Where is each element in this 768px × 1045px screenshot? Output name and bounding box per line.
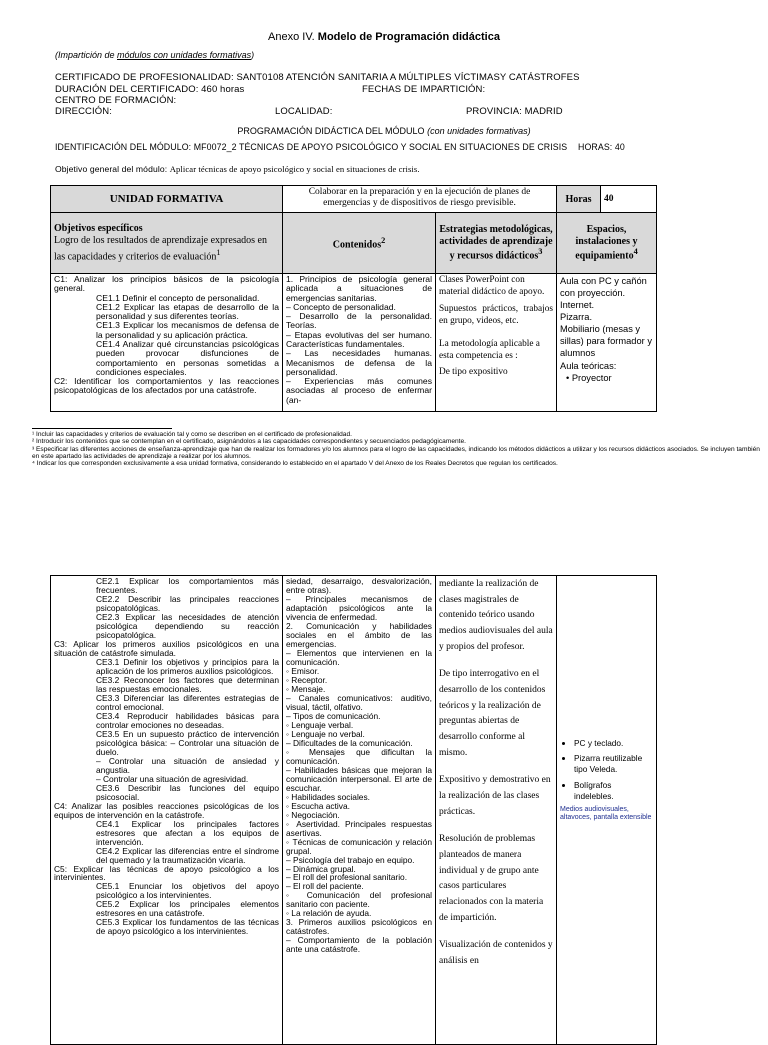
- espacios-cell-p2: [557, 576, 657, 1045]
- espacios-label: Espacios, instalaciones y equipamiento: [575, 224, 638, 262]
- obj-item: CE1.2 Explicar las etapas de desarrollo de la personalidad y sus diferentes teorías.: [96, 301, 279, 322]
- obj-item: CE3.5 En un supuesto práctico de intervención psicológica básica: – Controlar una situación de duelo.: [96, 728, 279, 757]
- content-item: – Las necesidades humanas. Mecanismos de defensa de la personalidad.: [286, 348, 432, 377]
- obj-item: CE5.3 Explicar los fundamentos de las técnicas de apoyo psicológico a los intervinientes.: [96, 917, 279, 937]
- content-item: ◦ Receptor.: [286, 674, 328, 685]
- cert-line: CERTIFICADO DE PROFESIONALIDAD: SANT0108 ATENCIÓN SANITARIA A MÚLTIPLES VÍCTIMASY CATÁSTROFES: [55, 72, 580, 83]
- space-item: • Proyector: [566, 372, 612, 383]
- content-item: – Experiencias más comunes asociadas al proceso de enfermar (an-: [286, 376, 432, 405]
- content-item: ◦ Lenguaje no verbal.: [286, 728, 365, 739]
- programming-table-p2: [50, 575, 657, 1045]
- prog-title-text: PROGRAMACIÓN DIDÁCTICA DEL MÓDULO: [237, 126, 425, 136]
- title-main: Modelo de Programación didáctica: [317, 31, 500, 43]
- obj-item: CE1.1 Definir el concepto de personalidad.: [96, 292, 260, 303]
- espacios-cell-p1: [557, 274, 657, 412]
- content-item: – El roll del profesional sanitario.: [286, 872, 408, 883]
- objetivos-cell-p1: [51, 274, 283, 412]
- content-item: ◦ Técnicas de comunicación y relación grupal.: [286, 836, 432, 856]
- obj-item: C1: Analizar los principios básicos de la psicología general.: [54, 274, 279, 294]
- horas-value: 40: [601, 186, 657, 213]
- content-item: ◦ Mensaje.: [286, 683, 326, 694]
- objetivos-cell-p2: [51, 576, 283, 1045]
- content-item: – Tipos de comunicación.: [286, 710, 381, 721]
- estrategias-cell-p2: [436, 576, 557, 1045]
- method-item: De tipo interrogativo en el desarrollo de los contenidos teóricos y la realización de preguntas abiertas de desarrollo conforme al mismo.: [439, 669, 546, 758]
- footnote-rule: [32, 428, 172, 429]
- obj-item: CE2.1 Explicar los comportamientos más frecuentes.: [96, 576, 279, 595]
- content-item: – Psicología del trabajo en equipo.: [286, 854, 415, 865]
- obj-item: CE4.1 Explicar los principales factores estresores que afectan a los equipos de intervención.: [96, 818, 279, 847]
- subtitle: [55, 50, 254, 60]
- equipment-item: • Bolígrafos indelebles.: [574, 780, 653, 802]
- uf-label: UNIDAD FORMATIVA: [51, 186, 283, 213]
- space-item: Aula teóricas:: [560, 360, 617, 371]
- content-item: 1. Principios de psicología general aplicada a situaciones de emergencias sanitarias.: [286, 274, 432, 303]
- obj-item: CE1.3 Explicar los mecanismos de defensa de la personalidad y su aplicación práctica.: [96, 320, 279, 340]
- contenidos-cell-p2: [283, 576, 436, 1045]
- method-item: Supuestos prácticos, trabajos en grupo, videos, etc.: [439, 304, 553, 326]
- space-item: Internet.: [560, 300, 595, 311]
- footnote: ¹ Incluir las capacidades y criterios de evaluación tal y como se describen en el certificado de profesionalidad.: [32, 431, 352, 438]
- content-item: – Elementos que intervienen en la comunicación.: [286, 647, 432, 667]
- equipment-item: • Pizarra reutilizable tipo Veleda.: [574, 753, 653, 775]
- obj-item: CE2.2 Describir las principales reacciones psicopatológicas.: [96, 593, 279, 613]
- content-item: ◦ Emisor.: [286, 665, 320, 676]
- objetivo-label: Objetivo general del módulo:: [55, 164, 168, 174]
- fechas: FECHAS DE IMPARTICIÓN:: [362, 84, 486, 95]
- contenidos-label: Contenidos: [332, 239, 382, 251]
- title-prefix: Anexo IV.: [268, 31, 315, 43]
- obj-item: CE3.4 Reproducir habilidades básicas para controlar emociones no deseadas.: [96, 710, 279, 730]
- content-item: ◦ Comunicación del profesional sanitario con paciente.: [286, 890, 432, 910]
- obj-item: C3: Aplicar los primeros auxilios psicológicos en una situación de catástrofe simulada.: [54, 638, 279, 658]
- contenidos-header: Contenidos$^2$: [283, 213, 436, 274]
- space-item: Pizarra.: [560, 312, 593, 323]
- subtitle-link: módulos con unidades formativas: [117, 50, 252, 60]
- footnote: ² Introducir los contenidos que se contemplan en el certificado, asignándolos a las capacidades correspondientes y secuenciados pedagógicamente.: [32, 438, 466, 446]
- estrategias-header: Estrategias metodológicas, actividades de aprendizaje y recursos didácticos$^3$: [436, 213, 557, 274]
- equipment-list: [560, 738, 653, 802]
- obj-item: CE5.2 Explicar los principales elementos estresores en una catástrofe.: [96, 899, 279, 919]
- content-item: – Dificultades de la comunicación.: [286, 737, 413, 748]
- obj-header: Objetivos específicos Logro de los resultados de aprendizaje expresados en las capacidades y criterios de evaluación$^1$: [51, 213, 283, 274]
- estrategias-label: Estrategias metodológicas, actividades de aprendizaje y recursos didácticos: [439, 224, 553, 262]
- horas-label: Horas: [557, 186, 601, 213]
- obj-item: – Controlar una situación de ansiedad y angustia.: [96, 755, 279, 775]
- footnote: ³ Especificar las diferentes acciones de enseñanza-aprendizaje que han de realizar los formadores y/o los alumnos para el logro de las capacidades, indicando los métodos didácticos a utilizar y los recursos didácticos asociados. Se incluyen también en este apartado las actividades de aprendizaje a realizar por los alumnos.: [32, 445, 760, 460]
- prog-title-italic: (con unidades formativas): [427, 126, 531, 136]
- content-item: – Etapas evolutivas del ser humano. Características fundamentales.: [286, 329, 432, 349]
- content-item: ◦ Lenguaje verbal.: [286, 719, 354, 730]
- method-item: Visualización de contenidos y análisis en: [439, 940, 553, 967]
- method-item: La metodología aplicable a esta competencia es :: [439, 339, 540, 362]
- uf-text: Colaborar en la preparación y en la ejecución de planes de emergencias y de dispositivos de riesgo previsible.: [283, 186, 557, 213]
- obj-item: C4: Analizar las posibles reacciones psicológicas de los equipos de intervención en la catástrofe.: [54, 800, 279, 820]
- localidad: LOCALIDAD:: [275, 106, 333, 117]
- content-item: 3. Primeros auxilios psicológicos en catástrofes.: [286, 917, 432, 937]
- content-item: – Concepto de personalidad.: [286, 301, 396, 312]
- content-item: – Desarrollo de la personalidad. Teorías.: [286, 311, 432, 331]
- programming-table-p1: [50, 185, 657, 412]
- document-title: [0, 31, 768, 43]
- content-item: ◦ Asertividad. Principales respuestas asertivas.: [286, 818, 432, 838]
- espacios-header: Espacios, instalaciones y equipamiento$^4$: [557, 213, 657, 274]
- content-item: – Comportamiento de la población ante una catástrofe.: [286, 935, 432, 955]
- content-item: – Principales mecanismos de adaptación psicológicos ante la vivencia de enfermedad.: [286, 593, 432, 622]
- content-item: siedad, desarraigo, desvalorización, entre otras).: [286, 576, 432, 595]
- content-item: ◦ La relación de ayuda.: [286, 908, 372, 919]
- method-item: mediante la realización de clases magistrales de contenido teórico usando medios audiovisuales del aula y propios del profesor.: [439, 579, 553, 652]
- subtitle-post: ): [251, 50, 255, 60]
- footnote: ⁴ Indicar los que corresponden exclusivamente a esa unidad formativa, considerando lo establecido en el apartado V del Anexo de los Reales Decretos que regulan los certificados.: [32, 460, 558, 467]
- obj-item: CE3.6 Describir las funciones del equipo psicosocial.: [96, 782, 279, 802]
- method-item: De tipo expositivo: [439, 366, 508, 377]
- content-item: – Dinámica grupal.: [286, 863, 356, 874]
- method-item: Clases PowerPoint con material didáctico de apoyo.: [439, 275, 545, 297]
- subtitle-pre: (Impartición de: [55, 50, 118, 60]
- obj-item: CE4.2 Explicar las diferencias entre el síndrome del quemado y la traumatización vicaria.: [96, 845, 279, 865]
- obj-item: C2: Identificar los comportamientos y las reacciones psicopatológicas de los afectados por una catástrofe.: [54, 376, 279, 396]
- content-item: ◦ Escucha activa.: [286, 800, 350, 811]
- objetivo-text: Aplicar técnicas de apoyo psicológico y social en situaciones de crisis.: [169, 164, 420, 174]
- content-item: – Habilidades básicas que mejoran la comunicación interpersonal. El arte de escuchar.: [286, 764, 432, 793]
- equipment-extra: Medios audiovisuales, altavoces, pantalla extensible: [560, 805, 652, 821]
- objetivo: [55, 164, 420, 174]
- direccion: DIRECCIÓN:: [55, 106, 112, 117]
- centro: CENTRO DE FORMACIÓN:: [55, 95, 177, 106]
- obj-item: C5: Explicar las técnicas de apoyo psicológico a los intervinientes.: [54, 863, 279, 883]
- space-item: Mobiliario (mesas y sillas) para formador y alumnos: [560, 324, 652, 359]
- obj-title: Objetivos específicos: [54, 222, 143, 234]
- content-item: 2. Comunicación y habilidades sociales en el ámbito de las emergencias.: [286, 620, 432, 649]
- ident: IDENTIFICACIÓN DEL MÓDULO: MF0072_2 TÉCNICAS DE APOYO PSICOLÓGICO Y SOCIAL EN SITUACIONES DE CRISIS: [55, 142, 568, 152]
- equipment-item: • PC y teclado.: [574, 738, 653, 749]
- prog-title: [0, 126, 768, 136]
- content-item: – Canales comunicativos: auditivo, visual, táctil, olfativo.: [286, 692, 432, 712]
- obj-item: CE5.1 Enunciar los objetivos del apoyo psicológico a los intervinientes.: [96, 881, 279, 901]
- method-item: Resolución de problemas planteados de manera individual y de grupo ante casos particulares relacionados con la materia de impartición.: [439, 834, 544, 923]
- method-item: Expositivo y demostrativo en la realización de las clases prácticas.: [439, 775, 551, 817]
- duracion: DURACIÓN DEL CERTIFICADO: 460 horas: [55, 84, 245, 95]
- space-item: Aula con PC y cañón con proyección.: [560, 276, 647, 299]
- obj-item: CE3.3 Diferenciar las diferentes estrategias de control emocional.: [96, 692, 279, 712]
- footnotes: [32, 428, 762, 467]
- content-item: ◦ Negociación.: [286, 809, 340, 820]
- horas-mod: HORAS: 40: [578, 142, 625, 152]
- provincia: PROVINCIA: MADRID: [466, 106, 563, 117]
- obj-item: – Controlar una situación de agresividad.: [96, 773, 249, 784]
- obj-item: CE2.3 Explicar las necesidades de atención psicológica dependiendo su reacción psicopatológica.: [96, 611, 279, 640]
- estrategias-cell-p1: [436, 274, 557, 412]
- content-item: – El roll del paciente.: [286, 881, 364, 892]
- content-item: ◦ Mensajes que dificultan la comunicación.: [286, 746, 432, 766]
- obj-item: CE3.1 Definir los objetivos y principios para la aplicación de los primeros auxilios psicológicos.: [96, 656, 279, 676]
- content-item: ◦ Habilidades sociales.: [286, 791, 370, 802]
- obj-sub: Logro de los resultados de aprendizaje expresados en las capacidades y criterios de evaluación: [54, 235, 267, 262]
- obj-item: CE3.2 Reconocer los factores que determinan las respuestas emocionales.: [96, 674, 279, 694]
- contenidos-cell-p1: [283, 274, 436, 412]
- obj-item: CE1.4 Analizar qué circunstancias psicológicas pueden provocar disfunciones de comportamiento en personas sometidas a condiciones especiales.: [96, 338, 279, 377]
